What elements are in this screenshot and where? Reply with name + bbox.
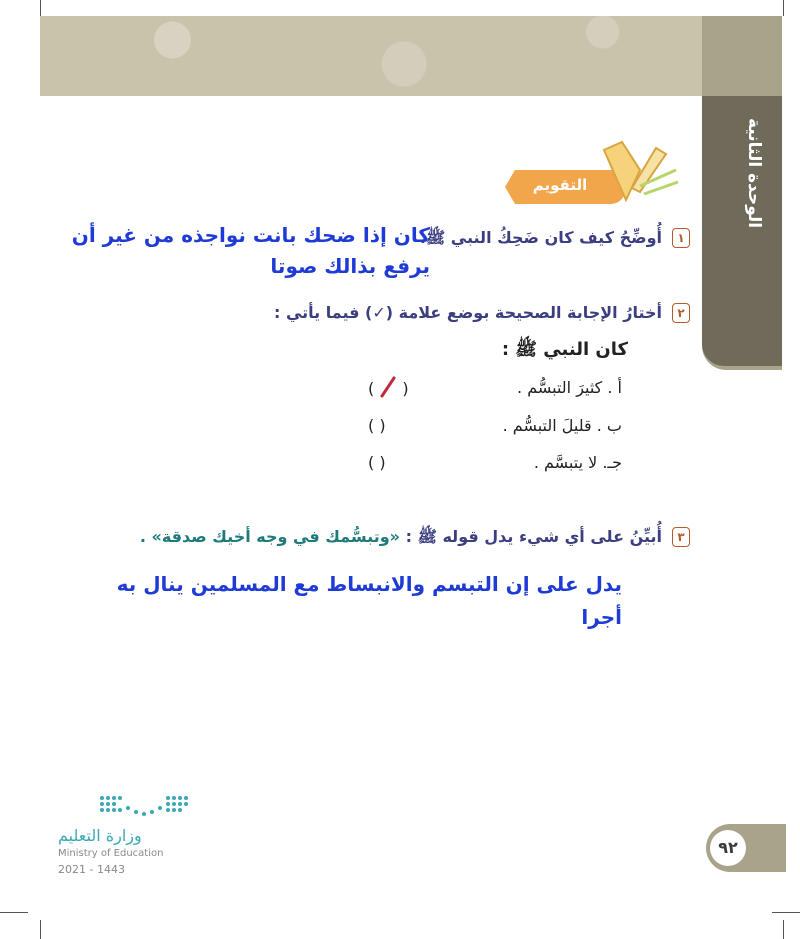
checkmark-icon xyxy=(379,376,397,398)
crop-mark xyxy=(40,920,41,939)
option-a-label: أ . كثيرَ التبسُّم . xyxy=(517,378,622,397)
crop-mark xyxy=(772,912,800,913)
question-number-3: ٣ xyxy=(672,527,690,547)
question-number-2: ٢ xyxy=(672,303,690,323)
option-c-label: جـ. لا يتبسَّم . xyxy=(533,453,622,472)
crop-mark xyxy=(783,0,784,16)
question-2-prompt: أختارُ الإجابة الصحيحة بوضع علامة (✓) فيما يأتي : xyxy=(273,303,662,322)
question-1-answer-line-2: يرفع بذالك صوتا xyxy=(270,254,430,278)
crop-mark xyxy=(783,920,784,939)
question-3-answer-line-1: يدل على إن التبسم والانبساط مع المسلمين ينال به xyxy=(116,572,622,596)
page-number: ٩٢ xyxy=(710,830,746,866)
assessment-label: التقويم xyxy=(532,176,588,194)
question-1-answer-line-1: كان إذا ضحك بانت نواجذه من غير أن xyxy=(71,223,430,247)
question-2-stem: كان النبي ﷺ : xyxy=(501,339,628,360)
option-b-bracket: ( ) xyxy=(368,416,386,435)
question-number-1: ١ xyxy=(672,228,690,248)
crop-mark xyxy=(0,912,28,913)
crop-mark xyxy=(40,0,41,16)
question-3-quote: «وتبسُّمك في وجه أخيك صدقة» . xyxy=(139,527,400,546)
pen-icon xyxy=(596,140,680,202)
ministry-name: وزارة التعليم xyxy=(58,826,142,845)
option-a-bracket: ( ) xyxy=(368,376,409,398)
question-3-answer-line-2: أجرا xyxy=(581,605,622,629)
ministry-year: 2021 - 1443 xyxy=(58,863,125,876)
header-pattern-band xyxy=(40,16,702,96)
option-c-bracket: ( ) xyxy=(368,453,386,472)
ministry-logo-icon xyxy=(96,792,192,820)
option-b-label: ب . قليلَ التبسُّم . xyxy=(502,416,622,435)
question-3-prompt: أُبيِّنُ على أي شيء يدل قوله ﷺ : xyxy=(405,527,662,546)
ministry-name-english: Ministry of Education xyxy=(58,848,164,859)
unit-title: الوحدة الثانية xyxy=(744,117,764,229)
question-1-prompt: أُوضِّحُ كيف كان ضَحِكُ النبي ﷺ. xyxy=(419,228,662,247)
